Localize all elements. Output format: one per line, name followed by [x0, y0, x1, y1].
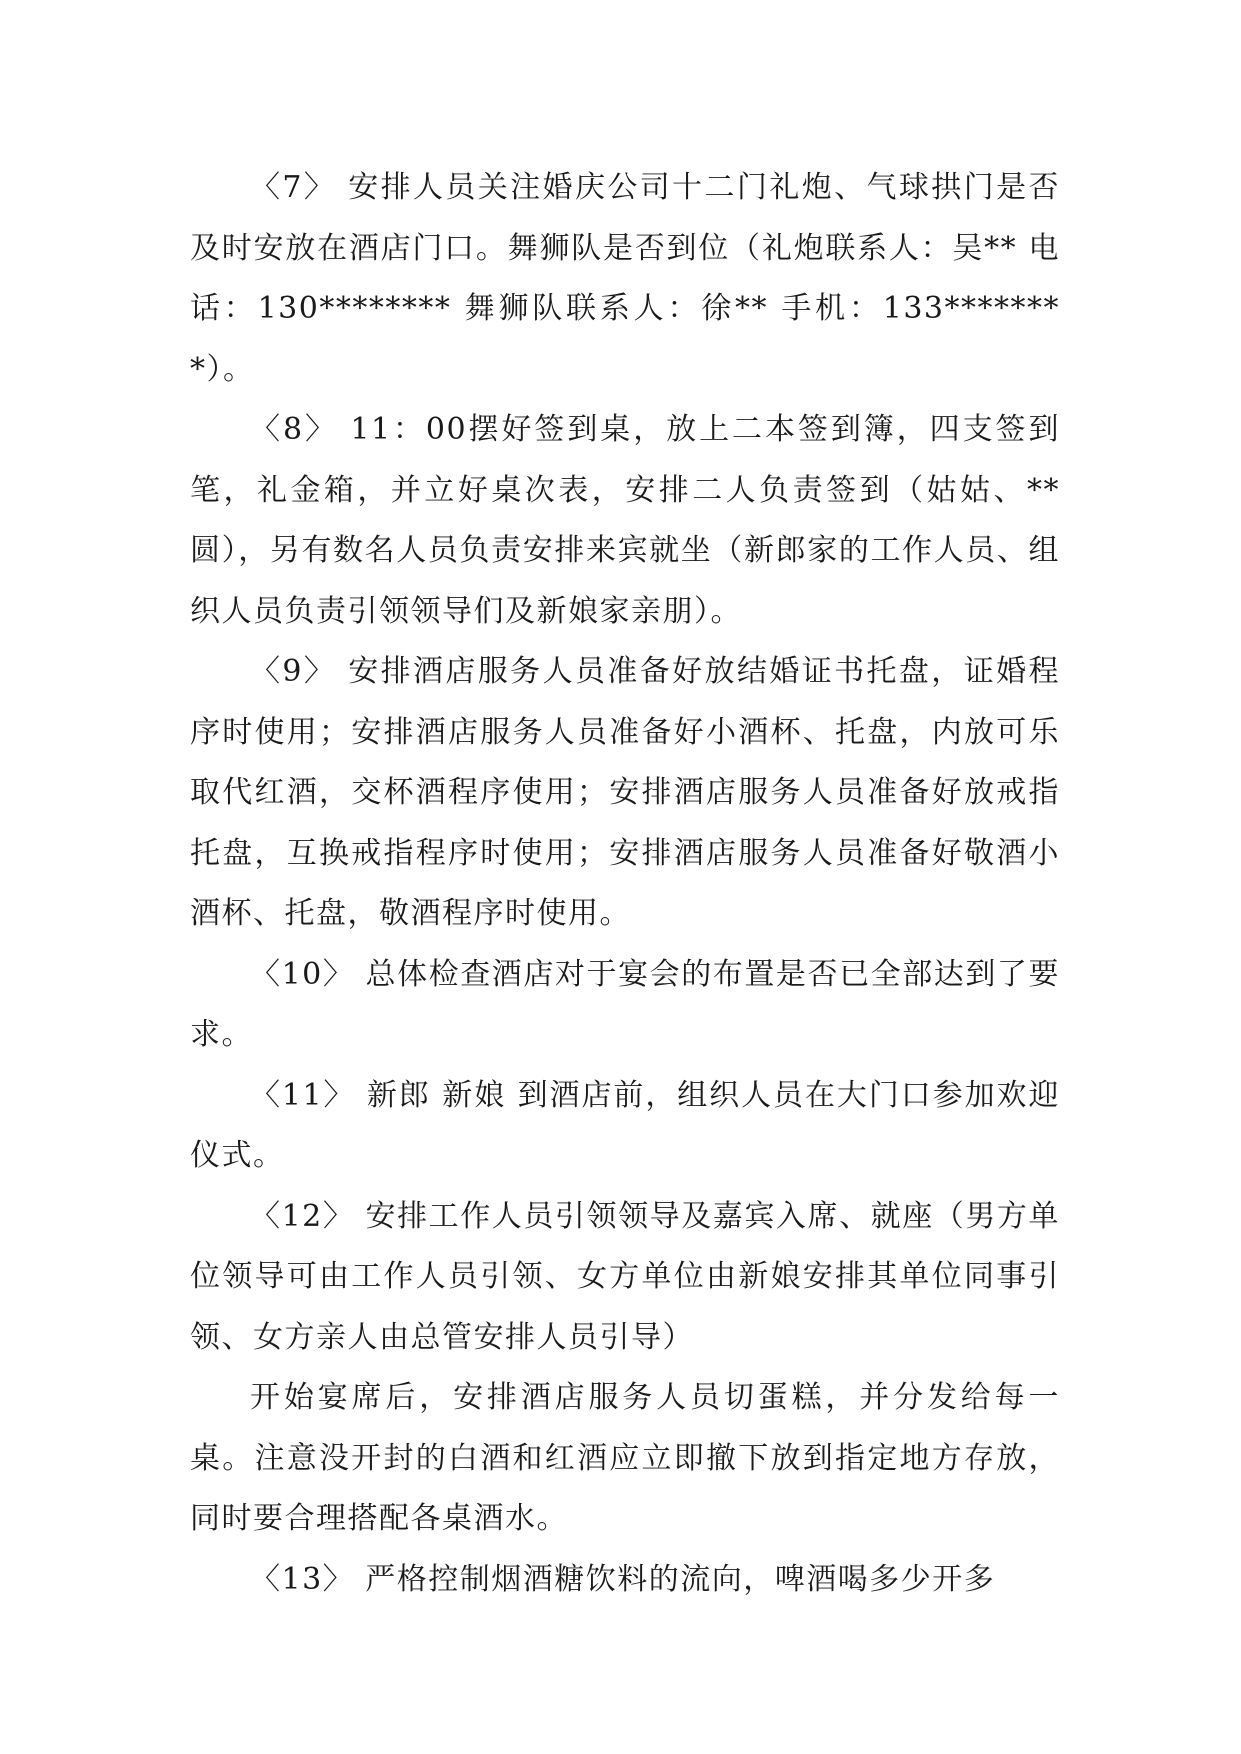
paragraph-item-13: 〈13〉 严格控制烟酒糖饮料的流向，啤酒喝多少开多: [250, 1561, 996, 1597]
paragraph-item-9: 〈9〉 安排酒店服务人员准备好放结婚证书托盘，证婚程序时使用；安排酒店服务人员准备好小酒杯、托盘，内放可乐取代红酒，交杯酒程序使用；安排酒店服务人员准备好放戒指托盘，互换戒指程序时使用；安排酒店服务人员准备好敬酒小酒杯、托盘，敬酒程序时使用。: [190, 654, 1060, 931]
paragraph-item-8: 〈8〉 11：00摆好签到桌，放上二本签到簿，四支签到笔，礼金箱，并立好桌次表，安排二人负责签到（姑姑、**圆），另有数名人员负责安排来宾就坐（新郎家的工作人员、组织人员负责引领领导们及新娘家亲朋）。: [190, 412, 1060, 629]
document-body: [190, 158, 1060, 1610]
paragraph-item-11: 〈11〉 新郎 新娘 到酒店前，组织人员在大门口参加欢迎仪式。: [190, 1077, 1060, 1173]
paragraph-item-7: 〈7〉 安排人员关注婚庆公司十二门礼炮、气球拱门是否及时安放在酒店门口。舞狮队是否到位（礼炮联系人：吴** 电话：130******** 舞狮队联系人：徐** 手机：133********）。: [190, 170, 1060, 387]
paragraph-banquet-start: 开始宴席后，安排酒店服务人员切蛋糕，并分发给每一桌。注意没开封的白酒和红酒应立即撤下放到指定地方存放，同时要合理搭配各桌酒水。: [190, 1380, 1060, 1536]
paragraph-item-12: 〈12〉 安排工作人员引领领导及嘉宾入席、就座（男方单位领导可由工作人员引领、女方单位由新娘安排其单位同事引领、女方亲人由总管安排人员引导）: [190, 1198, 1060, 1355]
paragraph-item-10: 〈10〉 总体检查酒店对于宴会的布置是否已全部达到了要求。: [190, 956, 1060, 1052]
